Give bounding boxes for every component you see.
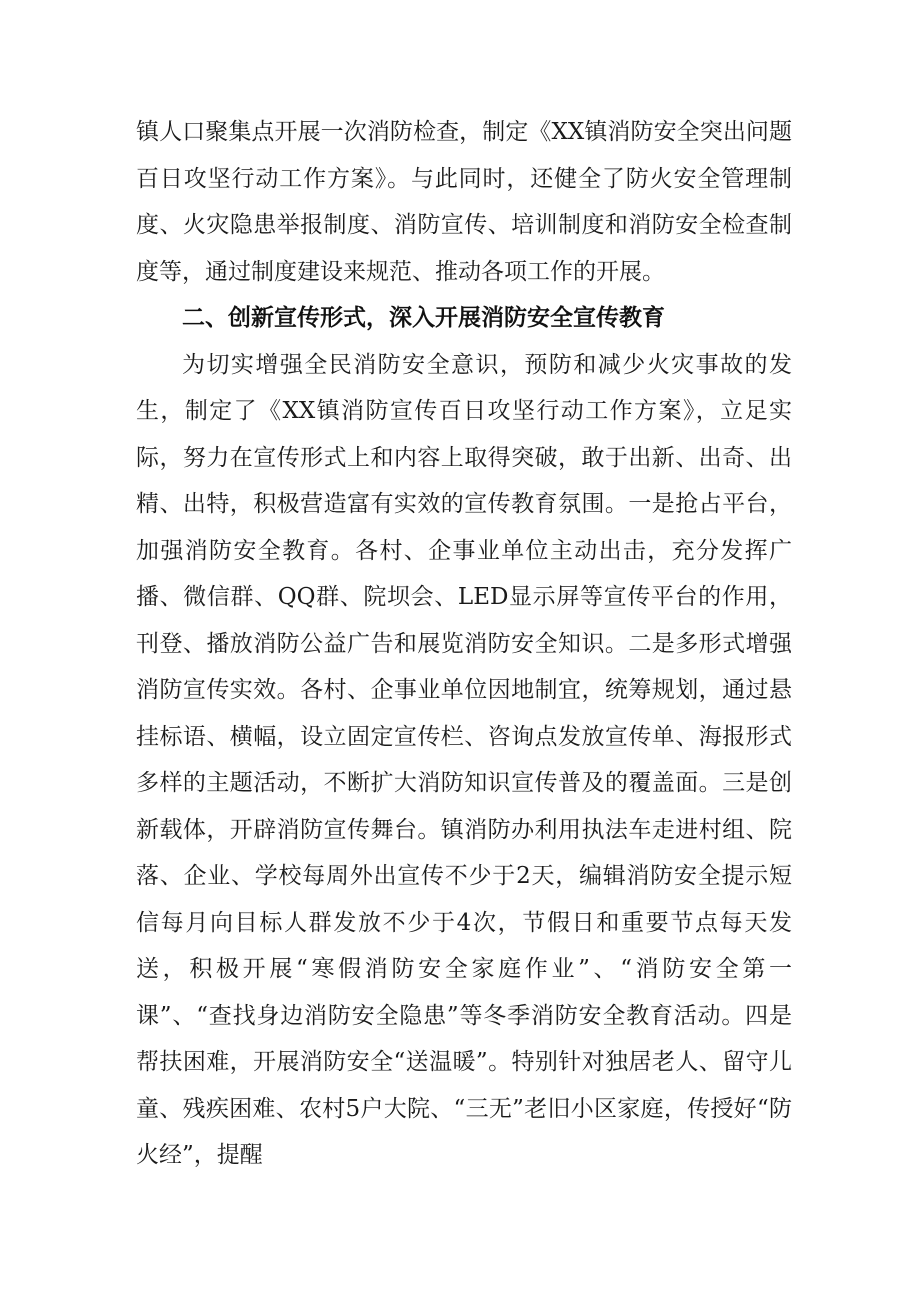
paragraph-continued: 镇人口聚集点开展一次消防检查，制定《XX镇消防安全突出问题百日攻坚行动工作方案》。与此同时，还健全了防火安全管理制度、火灾隐患举报制度、消防宣传、培训制度和消防安全检查制度等，通过制度建设来规范、推动各项工作的开展。 xyxy=(136,119,792,285)
section-heading: 二、创新宣传形式，深入开展消防安全宣传教育 xyxy=(182,305,665,331)
paragraph-main: 为切实增强全民消防安全意识，预防和减少火灾事故的发生，制定了《XX镇消防宣传百日攻坚行动工作方案》，立足实际，努力在宣传形式上和内容上取得突破，敢于出新、出奇、出精、出特，积极营造富有实效的宣传教育氛围。一是抢占平台，加强消防安全教育。各村、企事业单位主动出击，充分发挥广播、微信群、QQ群、院坝会、LED显示屏等宣传平台的作用，刊登、播放消防公益广告和展览消防安全知识。二是多形式增强消防宣传实效。各村、企事业单位因地制宜，统筹规划，通过悬挂标语、横幅，设立固定宣传栏、咨询点发放宣传单、海报形式多样的主题活动，不断扩大消防知识宣传普及的覆盖面。三是创新载体，开辟消防宣传舞台。镇消防办利用执法车走进村组、院落、企业、学校每周外出宣传不少于2天，编辑消防安全提示短信每月向目标人群发放不少于4次，节假日和重要节点每天发送，积极开展“寒假消防安全家庭作业”、“消防安全第一课”、“查找身边消防安全隐患”等冬季消防安全教育活动。四是帮扶困难，开展消防安全“送温暖”。特别针对独居老人、留守儿童、残疾困难、农村5户大院、“三无”老旧小区家庭，传授好“防火经”，提醒 xyxy=(136,351,792,1168)
document-body xyxy=(136,109,792,1179)
